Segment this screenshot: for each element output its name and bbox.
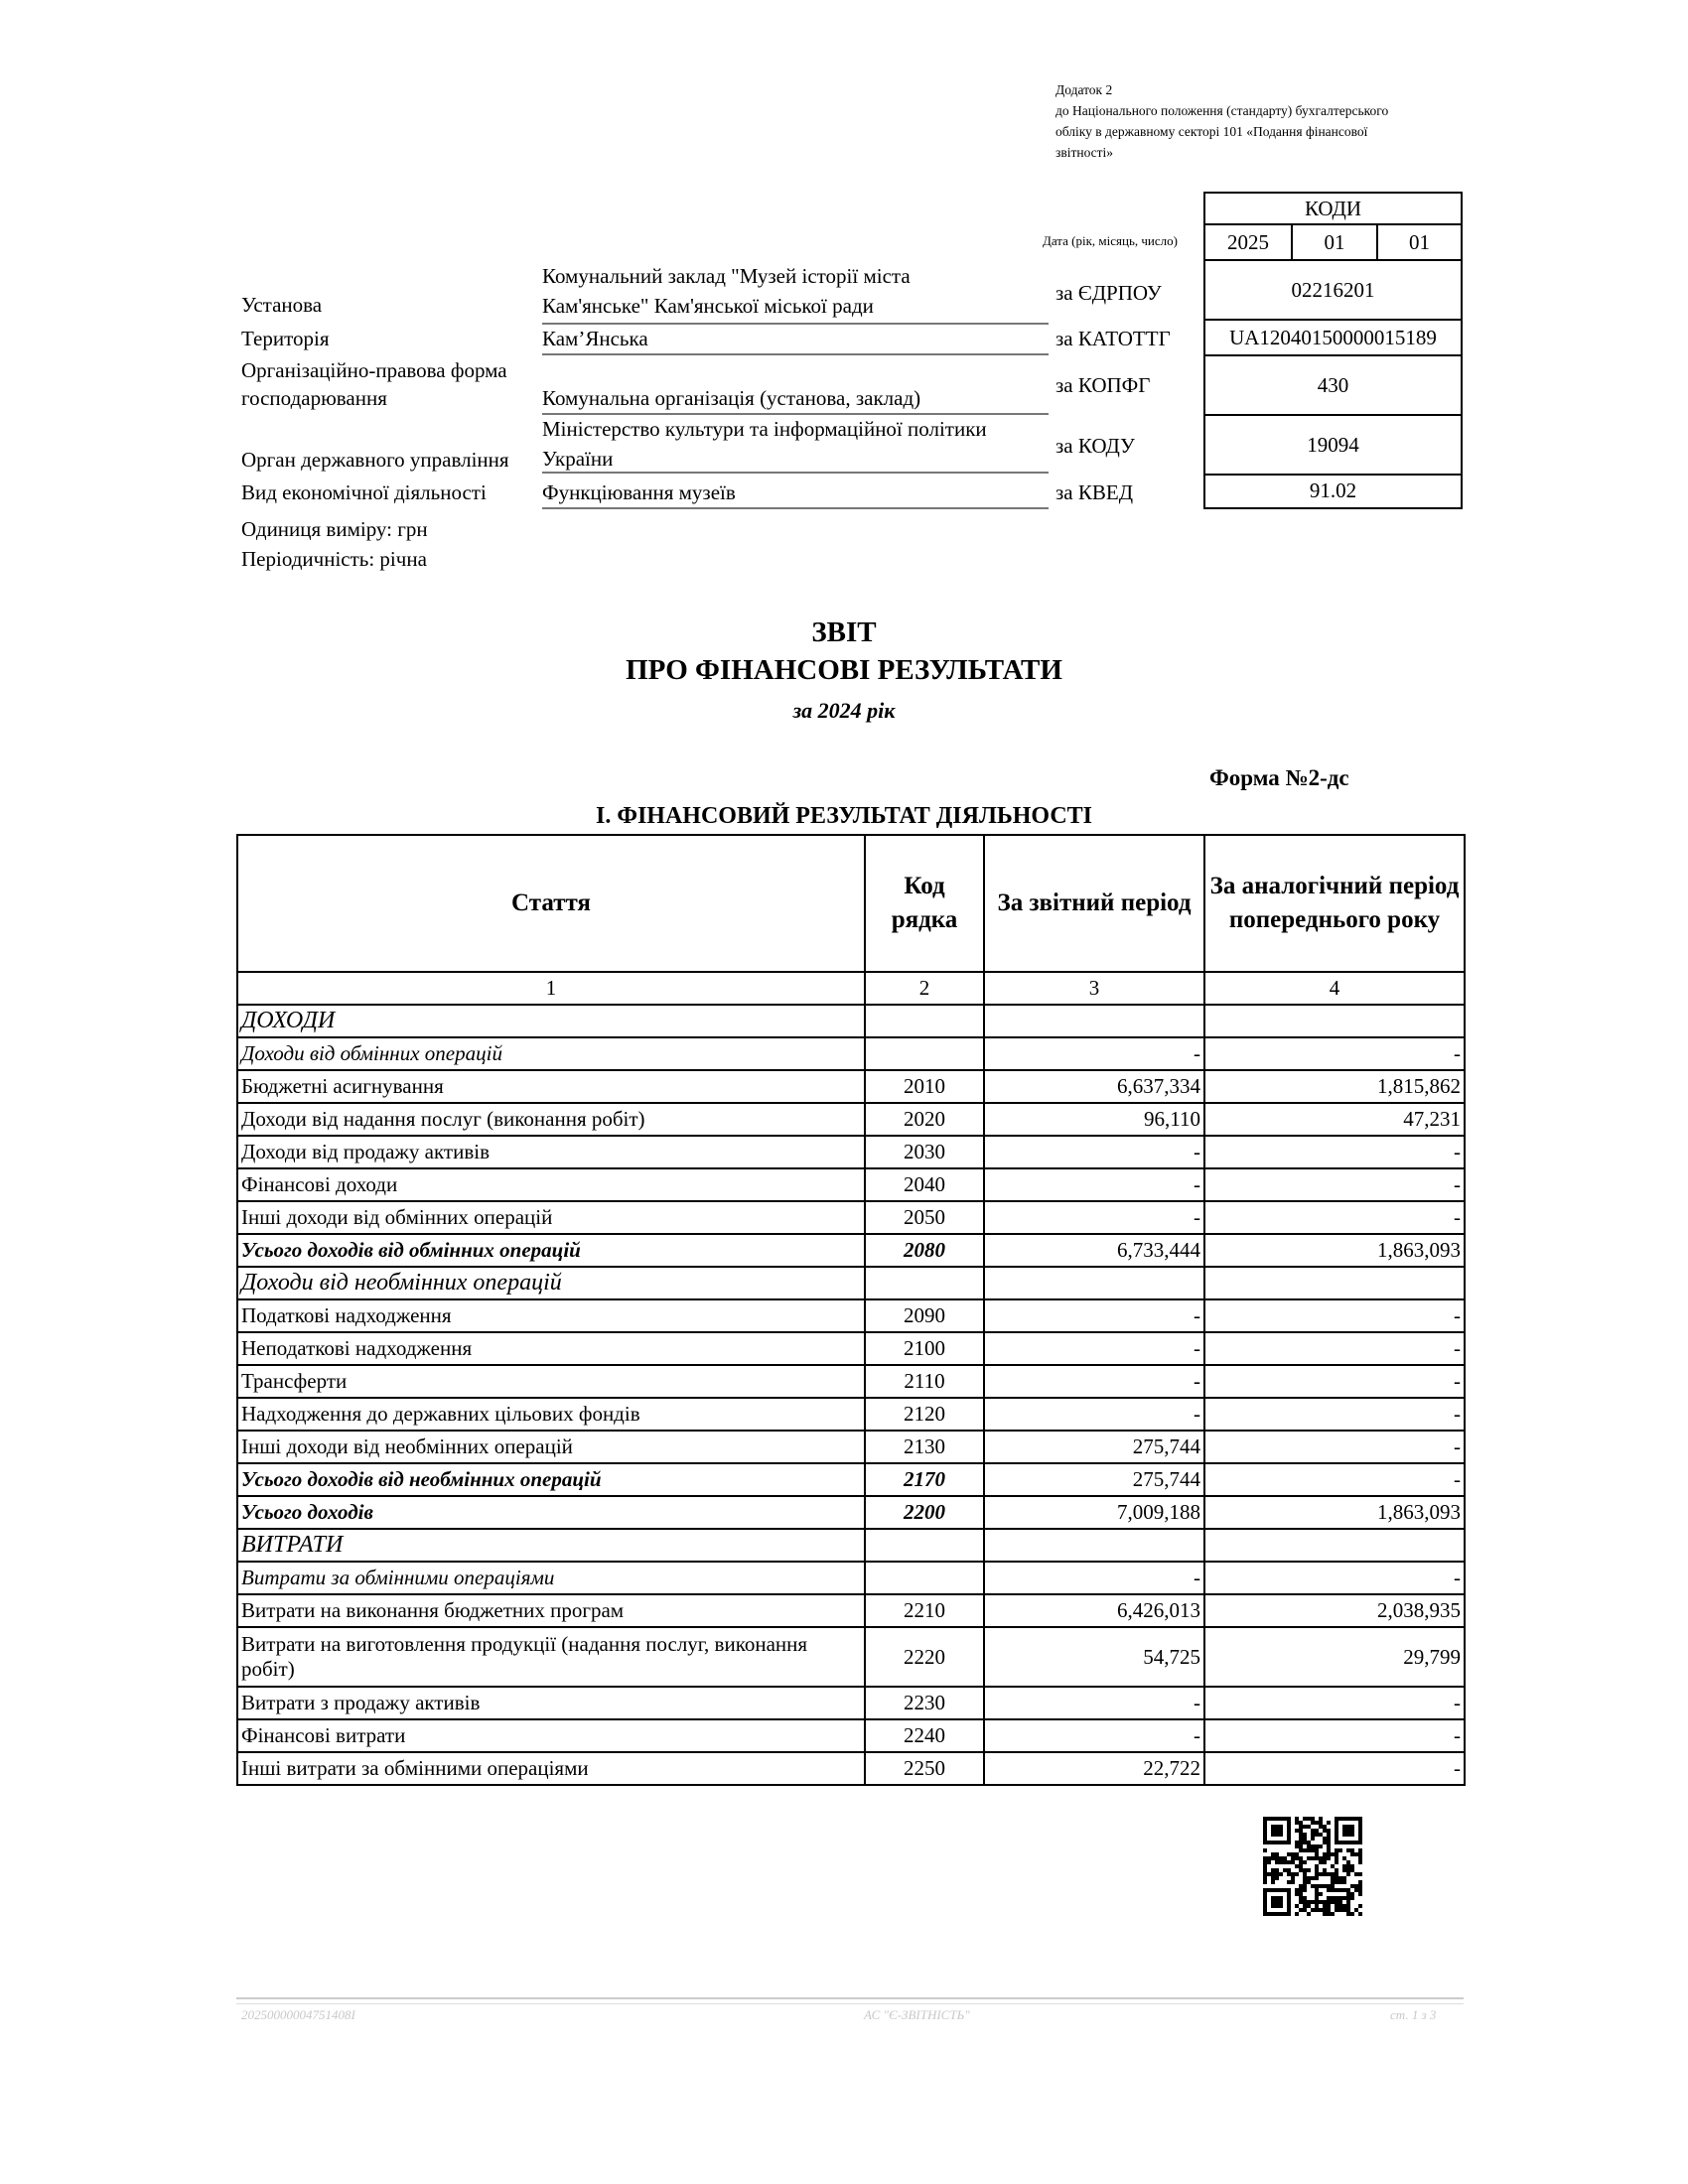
table-row xyxy=(237,1005,1465,1037)
row-previous: 2,038,935 xyxy=(1204,1594,1465,1627)
row-current: - xyxy=(984,1168,1204,1201)
row-code: 2220 xyxy=(865,1627,984,1687)
table-row xyxy=(237,1752,1465,1785)
row-current: - xyxy=(984,1398,1204,1431)
appendix-line: звітності» xyxy=(1055,145,1114,160)
row-current xyxy=(984,1529,1204,1562)
institution-line: Кам'янське" Кам'янської міської ради xyxy=(542,294,874,318)
row-label: Доходи від продажу активів xyxy=(237,1136,865,1168)
row-current: - xyxy=(984,1299,1204,1332)
row-label: Усього доходів від необмінних операцій xyxy=(237,1463,865,1496)
row-previous: 1,863,093 xyxy=(1204,1496,1465,1529)
date-day: 01 xyxy=(1376,223,1463,261)
row-previous xyxy=(1204,1267,1465,1299)
row-previous xyxy=(1204,1005,1465,1037)
row-current: 275,744 xyxy=(984,1463,1204,1496)
legal-form-label: господарювання xyxy=(241,386,387,410)
row-previous: - xyxy=(1204,1463,1465,1496)
institution-value xyxy=(542,263,1049,325)
table-row xyxy=(237,1496,1465,1529)
row-label: Усього доходів xyxy=(237,1496,865,1529)
row-code: 2080 xyxy=(865,1234,984,1267)
row-label: Бюджетні асигнування xyxy=(237,1070,865,1103)
katottg-label: за КАТОТТГ xyxy=(1055,327,1171,350)
date-month: 01 xyxy=(1291,223,1378,261)
row-code: 2120 xyxy=(865,1398,984,1431)
table-row xyxy=(237,1398,1465,1431)
authority-line: України xyxy=(542,447,614,471)
legal-form-label: Організаційно-правова форма xyxy=(241,358,507,382)
row-current: 7,009,188 xyxy=(984,1496,1204,1529)
table-row xyxy=(237,1463,1465,1496)
row-previous: - xyxy=(1204,1201,1465,1234)
row-code: 2130 xyxy=(865,1431,984,1463)
col-number: 1 xyxy=(237,972,865,1005)
table-row xyxy=(237,1103,1465,1136)
row-previous xyxy=(1204,1529,1465,1562)
institution-line: Комунальний заклад "Музей історії міста xyxy=(542,264,911,288)
table-row xyxy=(237,1594,1465,1627)
row-label: Витрати на виконання бюджетних програм xyxy=(237,1594,865,1627)
qr-code xyxy=(1263,1817,1362,1916)
row-code: 2170 xyxy=(865,1463,984,1496)
authority-line: Міністерство культури та інформаційної політики xyxy=(542,417,987,441)
legal-form-value: Комунальна організація (установа, заклад) xyxy=(542,385,1049,415)
col-number: 4 xyxy=(1204,972,1465,1005)
table-row xyxy=(237,1299,1465,1332)
row-label: Усього доходів від обмінних операцій xyxy=(237,1234,865,1267)
report-title: ЗВІТ xyxy=(811,616,877,648)
kopfg-label: за КОПФГ xyxy=(1055,373,1151,397)
row-label: Витрати з продажу активів xyxy=(237,1687,865,1719)
activity-label: Вид економічної діяльності xyxy=(241,480,487,504)
table-row xyxy=(237,1168,1465,1201)
date-label: Дата (рік, місяць, число) xyxy=(1043,233,1178,248)
edrpou-code: 02216201 xyxy=(1203,259,1463,321)
activity-value: Функціювання музеїв xyxy=(542,479,1049,509)
row-label: Фінансові витрати xyxy=(237,1719,865,1752)
row-code: 2010 xyxy=(865,1070,984,1103)
row-code: 2200 xyxy=(865,1496,984,1529)
report-period: за 2024 рік xyxy=(792,698,896,723)
row-code: 2110 xyxy=(865,1365,984,1398)
row-label: Надходження до державних цільових фондів xyxy=(237,1398,865,1431)
kodu-label: за КОДУ xyxy=(1055,434,1135,458)
row-current: - xyxy=(984,1687,1204,1719)
row-current: - xyxy=(984,1201,1204,1234)
appendix-note xyxy=(1055,79,1473,163)
row-label: Витрати за обмінними операціями xyxy=(237,1562,865,1594)
row-code: 2020 xyxy=(865,1103,984,1136)
row-current: - xyxy=(984,1136,1204,1168)
row-label: Інші витрати за обмінними операціями xyxy=(237,1752,865,1785)
edrpou-label: за ЄДРПОУ xyxy=(1055,281,1162,305)
row-previous: - xyxy=(1204,1398,1465,1431)
row-current: 275,744 xyxy=(984,1431,1204,1463)
row-previous: - xyxy=(1204,1562,1465,1594)
row-current: 22,722 xyxy=(984,1752,1204,1785)
row-current: 6,637,334 xyxy=(984,1070,1204,1103)
row-label: Інші доходи від обмінних операцій xyxy=(237,1201,865,1234)
report-subtitle: ПРО ФІНАНСОВІ РЕЗУЛЬТАТИ xyxy=(626,654,1062,686)
table-row xyxy=(237,1201,1465,1234)
codes-header: КОДИ xyxy=(1203,192,1463,225)
periodicity-label: Періодичність: річна xyxy=(241,547,427,571)
row-current: 96,110 xyxy=(984,1103,1204,1136)
row-code: 2050 xyxy=(865,1201,984,1234)
footer-divider xyxy=(236,1997,1464,2004)
row-previous: - xyxy=(1204,1365,1465,1398)
authority-value xyxy=(542,416,1049,474)
row-code xyxy=(865,1005,984,1037)
row-label: Податкові надходження xyxy=(237,1299,865,1332)
row-code: 2250 xyxy=(865,1752,984,1785)
row-previous: - xyxy=(1204,1687,1465,1719)
row-current: - xyxy=(984,1037,1204,1070)
row-code: 2100 xyxy=(865,1332,984,1365)
row-current: - xyxy=(984,1719,1204,1752)
table-row xyxy=(237,1332,1465,1365)
row-previous: - xyxy=(1204,1431,1465,1463)
row-label: Витрати на виготовлення продукції (надання послуг, виконання робіт) xyxy=(237,1627,865,1687)
row-code: 2030 xyxy=(865,1136,984,1168)
row-code: 2230 xyxy=(865,1687,984,1719)
row-code: 2240 xyxy=(865,1719,984,1752)
unit-label: Одиниця виміру: грн xyxy=(241,517,428,541)
appendix-line: Додаток 2 xyxy=(1055,82,1113,97)
table-row xyxy=(237,1529,1465,1562)
row-code xyxy=(865,1037,984,1070)
row-current: - xyxy=(984,1332,1204,1365)
kved-code: 91.02 xyxy=(1203,474,1463,509)
row-previous: - xyxy=(1204,1037,1465,1070)
row-previous: 47,231 xyxy=(1204,1103,1465,1136)
row-previous: 1,863,093 xyxy=(1204,1234,1465,1267)
col-number: 2 xyxy=(865,972,984,1005)
section-title: І. ФІНАНСОВИЙ РЕЗУЛЬТАТ ДІЯЛЬНОСТІ xyxy=(595,803,1092,829)
row-current xyxy=(984,1267,1204,1299)
kopfg-code: 430 xyxy=(1203,354,1463,416)
table-row xyxy=(237,1627,1465,1687)
row-label: ВИТРАТИ xyxy=(237,1529,865,1562)
header-current: За звітний період xyxy=(984,835,1204,972)
row-label: Інші доходи від необмінних операцій xyxy=(237,1431,865,1463)
row-code xyxy=(865,1562,984,1594)
territory-value: Кам’Янська xyxy=(542,326,1049,355)
row-code: 2040 xyxy=(865,1168,984,1201)
authority-label: Орган державного управління xyxy=(241,448,509,472)
kodu-code: 19094 xyxy=(1203,414,1463,476)
table-row xyxy=(237,1365,1465,1398)
row-previous: 1,815,862 xyxy=(1204,1070,1465,1103)
row-previous: - xyxy=(1204,1752,1465,1785)
row-label: Фінансові доходи xyxy=(237,1168,865,1201)
table-row xyxy=(237,1687,1465,1719)
col-number: 3 xyxy=(984,972,1204,1005)
financial-results-table xyxy=(236,834,1466,1786)
footer-page: ст. 1 з 3 xyxy=(1390,2007,1437,2022)
footer-doc-id: 20250000004751408I xyxy=(241,2007,355,2022)
header-code: Код рядка xyxy=(865,835,984,972)
row-label: ДОХОДИ xyxy=(237,1005,865,1037)
kved-label: за КВЕД xyxy=(1055,480,1134,504)
row-label: Доходи від надання послуг (виконання робіт) xyxy=(237,1103,865,1136)
appendix-line: обліку в державному секторі 101 «Подання фінансової xyxy=(1055,124,1368,139)
table-row xyxy=(237,1136,1465,1168)
row-current: - xyxy=(984,1562,1204,1594)
header-previous: За аналогічний період попереднього року xyxy=(1204,835,1465,972)
header-article: Стаття xyxy=(237,835,865,972)
row-previous: - xyxy=(1204,1719,1465,1752)
table-row xyxy=(237,1562,1465,1594)
row-current: - xyxy=(984,1365,1204,1398)
table-row xyxy=(237,1719,1465,1752)
row-current: 6,426,013 xyxy=(984,1594,1204,1627)
row-code: 2210 xyxy=(865,1594,984,1627)
table-row xyxy=(237,1234,1465,1267)
row-label: Доходи від необмінних операцій xyxy=(237,1267,865,1299)
table-row xyxy=(237,1037,1465,1070)
row-code: 2090 xyxy=(865,1299,984,1332)
row-code xyxy=(865,1529,984,1562)
row-current: 6,733,444 xyxy=(984,1234,1204,1267)
row-previous: - xyxy=(1204,1332,1465,1365)
row-previous: - xyxy=(1204,1299,1465,1332)
date-year: 2025 xyxy=(1203,223,1293,261)
footer-system: АС "Є-ЗВІТНІСТЬ" xyxy=(864,2007,970,2022)
row-previous: - xyxy=(1204,1168,1465,1201)
katottg-code: UA12040150000015189 xyxy=(1203,319,1463,356)
row-current xyxy=(984,1005,1204,1037)
table-row xyxy=(237,1431,1465,1463)
row-previous: 29,799 xyxy=(1204,1627,1465,1687)
table-row xyxy=(237,1267,1465,1299)
row-label: Неподаткові надходження xyxy=(237,1332,865,1365)
appendix-line: до Національного положення (стандарту) бухгалтерського xyxy=(1055,103,1389,118)
institution-label: Установа xyxy=(241,293,323,317)
row-previous: - xyxy=(1204,1136,1465,1168)
row-label: Трансферти xyxy=(237,1365,865,1398)
row-current: 54,725 xyxy=(984,1627,1204,1687)
row-label: Доходи від обмінних операцій xyxy=(237,1037,865,1070)
territory-label: Територія xyxy=(241,327,330,350)
form-number: Форма №2-дс xyxy=(1209,765,1349,790)
table-row xyxy=(237,1070,1465,1103)
row-code xyxy=(865,1267,984,1299)
